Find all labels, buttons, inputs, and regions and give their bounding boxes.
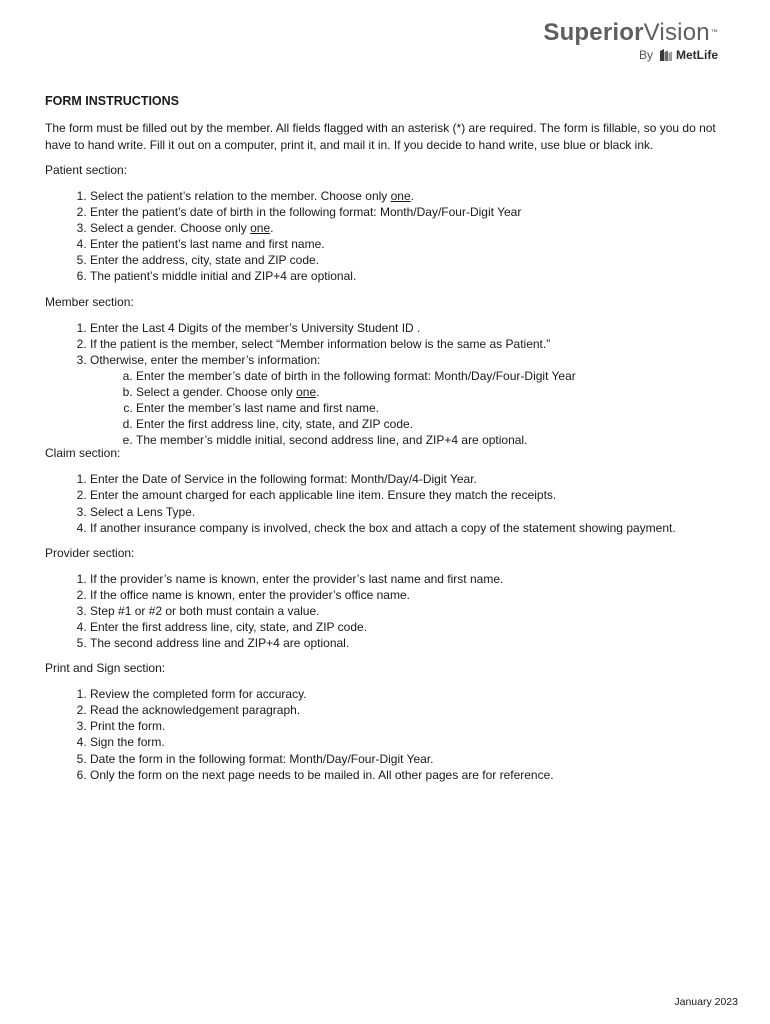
print-sign-steps-list: [45, 686, 735, 783]
claim-section-heading: Claim section:: [45, 446, 121, 461]
list-item: 5. The second address line and ZIP+4 are optional.: [90, 635, 735, 651]
list-item: 4. Enter the first address line, city, state, and ZIP code.: [90, 619, 735, 635]
patient-steps-list: [45, 188, 735, 285]
list-item: 3. Select a Lens Type.: [90, 504, 735, 520]
list-item: 4. Enter the patient’s last name and first name.: [90, 236, 735, 252]
logo-vision: Vision: [643, 19, 710, 46]
member-substeps-list: [90, 368, 735, 448]
emphasis-text: one: [296, 384, 317, 399]
print-sign-section-heading: Print and Sign section:: [45, 661, 166, 676]
step-text: Otherwise, enter the member’s information:: [90, 352, 321, 367]
logo-superior: Superior: [543, 19, 644, 46]
page-title: FORM INSTRUCTIONS: [45, 94, 180, 108]
list-item: 3. Step #1 or #2 or both must contain a value.: [90, 603, 735, 619]
list-item: 2. Enter the amount charged for each applicable line item. Ensure they match the receipts.: [90, 487, 735, 503]
step-text: Select a gender. Choose only: [90, 221, 251, 236]
list-item: 5. Enter the address, city, state and ZIP code.: [90, 252, 735, 268]
list-item: 2. Read the acknowledgement paragraph.: [90, 702, 735, 718]
list-item: 2. Enter the patient’s date of birth in the following format: Month/Day/Four-Digit Year: [90, 204, 735, 220]
member-steps-list: [45, 320, 735, 449]
instructions-content: [45, 93, 735, 792]
list-item: [90, 352, 735, 449]
list-item: [136, 384, 576, 400]
step-text-end: .: [316, 384, 320, 399]
footer-date: January 2023: [674, 996, 738, 1008]
list-item: 6. Only the form on the next page needs to be mailed in. All other pages are for reference.: [90, 767, 735, 783]
list-item: 5. Date the form in the following format: Month/Day/Four-Digit Year.: [90, 751, 735, 767]
claim-steps-list: [45, 471, 735, 535]
list-item: 1. If the provider’s name is known, enter the provider’s last name and first name.: [90, 571, 735, 587]
list-item: c. Enter the member’s last name and first name.: [136, 400, 576, 416]
emphasis-text: one: [390, 189, 411, 203]
list-item: [90, 188, 735, 204]
logo-metlife-text: MetLife: [676, 48, 718, 62]
list-item: 2. If the office name is known, enter the provider’s office name.: [90, 587, 735, 603]
intro-paragraph: The form must be filled out by the member. All fields flagged with an asterisk (*) are required. The form is fillable, so you do not have to hand write. Fill it out on a computer, print it, and mail it in. If you decide to hand write, use blue or black ink.: [45, 121, 716, 152]
list-item: 1. Review the completed form for accuracy.: [90, 686, 735, 702]
logo-byline: [543, 48, 718, 62]
logo-trademark: ™: [710, 29, 718, 36]
list-item: 6. The patient’s middle initial and ZIP+4 are optional.: [90, 268, 735, 284]
step-text: Select a gender. Choose only: [136, 384, 297, 399]
step-text-end: .: [270, 221, 274, 236]
member-section-heading: Member section:: [45, 294, 134, 309]
list-item: a. Enter the member’s date of birth in the following format: Month/Day/Four-Digit Year: [136, 368, 576, 384]
list-item: 3. Print the form.: [90, 718, 735, 734]
step-text-end: .: [410, 189, 414, 203]
emphasis-text: one: [250, 221, 271, 236]
metlife-logo-icon: [660, 49, 672, 61]
logo-by-text: By: [638, 48, 653, 62]
superior-vision-logo: [543, 19, 718, 62]
list-item: 4. Sign the form.: [90, 734, 735, 750]
list-item: 1. Enter the Last 4 Digits of the member’s University Student ID .: [90, 320, 735, 336]
patient-section-heading: Patient section:: [45, 163, 128, 177]
list-item: e. The member’s middle initial, second address line, and ZIP+4 are optional.: [136, 432, 576, 448]
list-item: 2. If the patient is the member, select “Member information below is the same as Patient.”: [90, 336, 735, 352]
list-item: 1. Enter the Date of Service in the following format: Month/Day/4-Digit Year.: [90, 471, 735, 487]
list-item: 4. If another insurance company is involved, check the box and attach a copy of the statement showing payment.: [90, 520, 735, 536]
provider-steps-list: [45, 571, 735, 651]
list-item: [90, 220, 735, 236]
list-item: d. Enter the first address line, city, state, and ZIP code.: [136, 416, 576, 432]
step-text: Select the patient’s relation to the member. Choose only: [90, 189, 391, 203]
logo-wordmark: [543, 19, 718, 47]
provider-section-heading: Provider section:: [45, 545, 135, 560]
